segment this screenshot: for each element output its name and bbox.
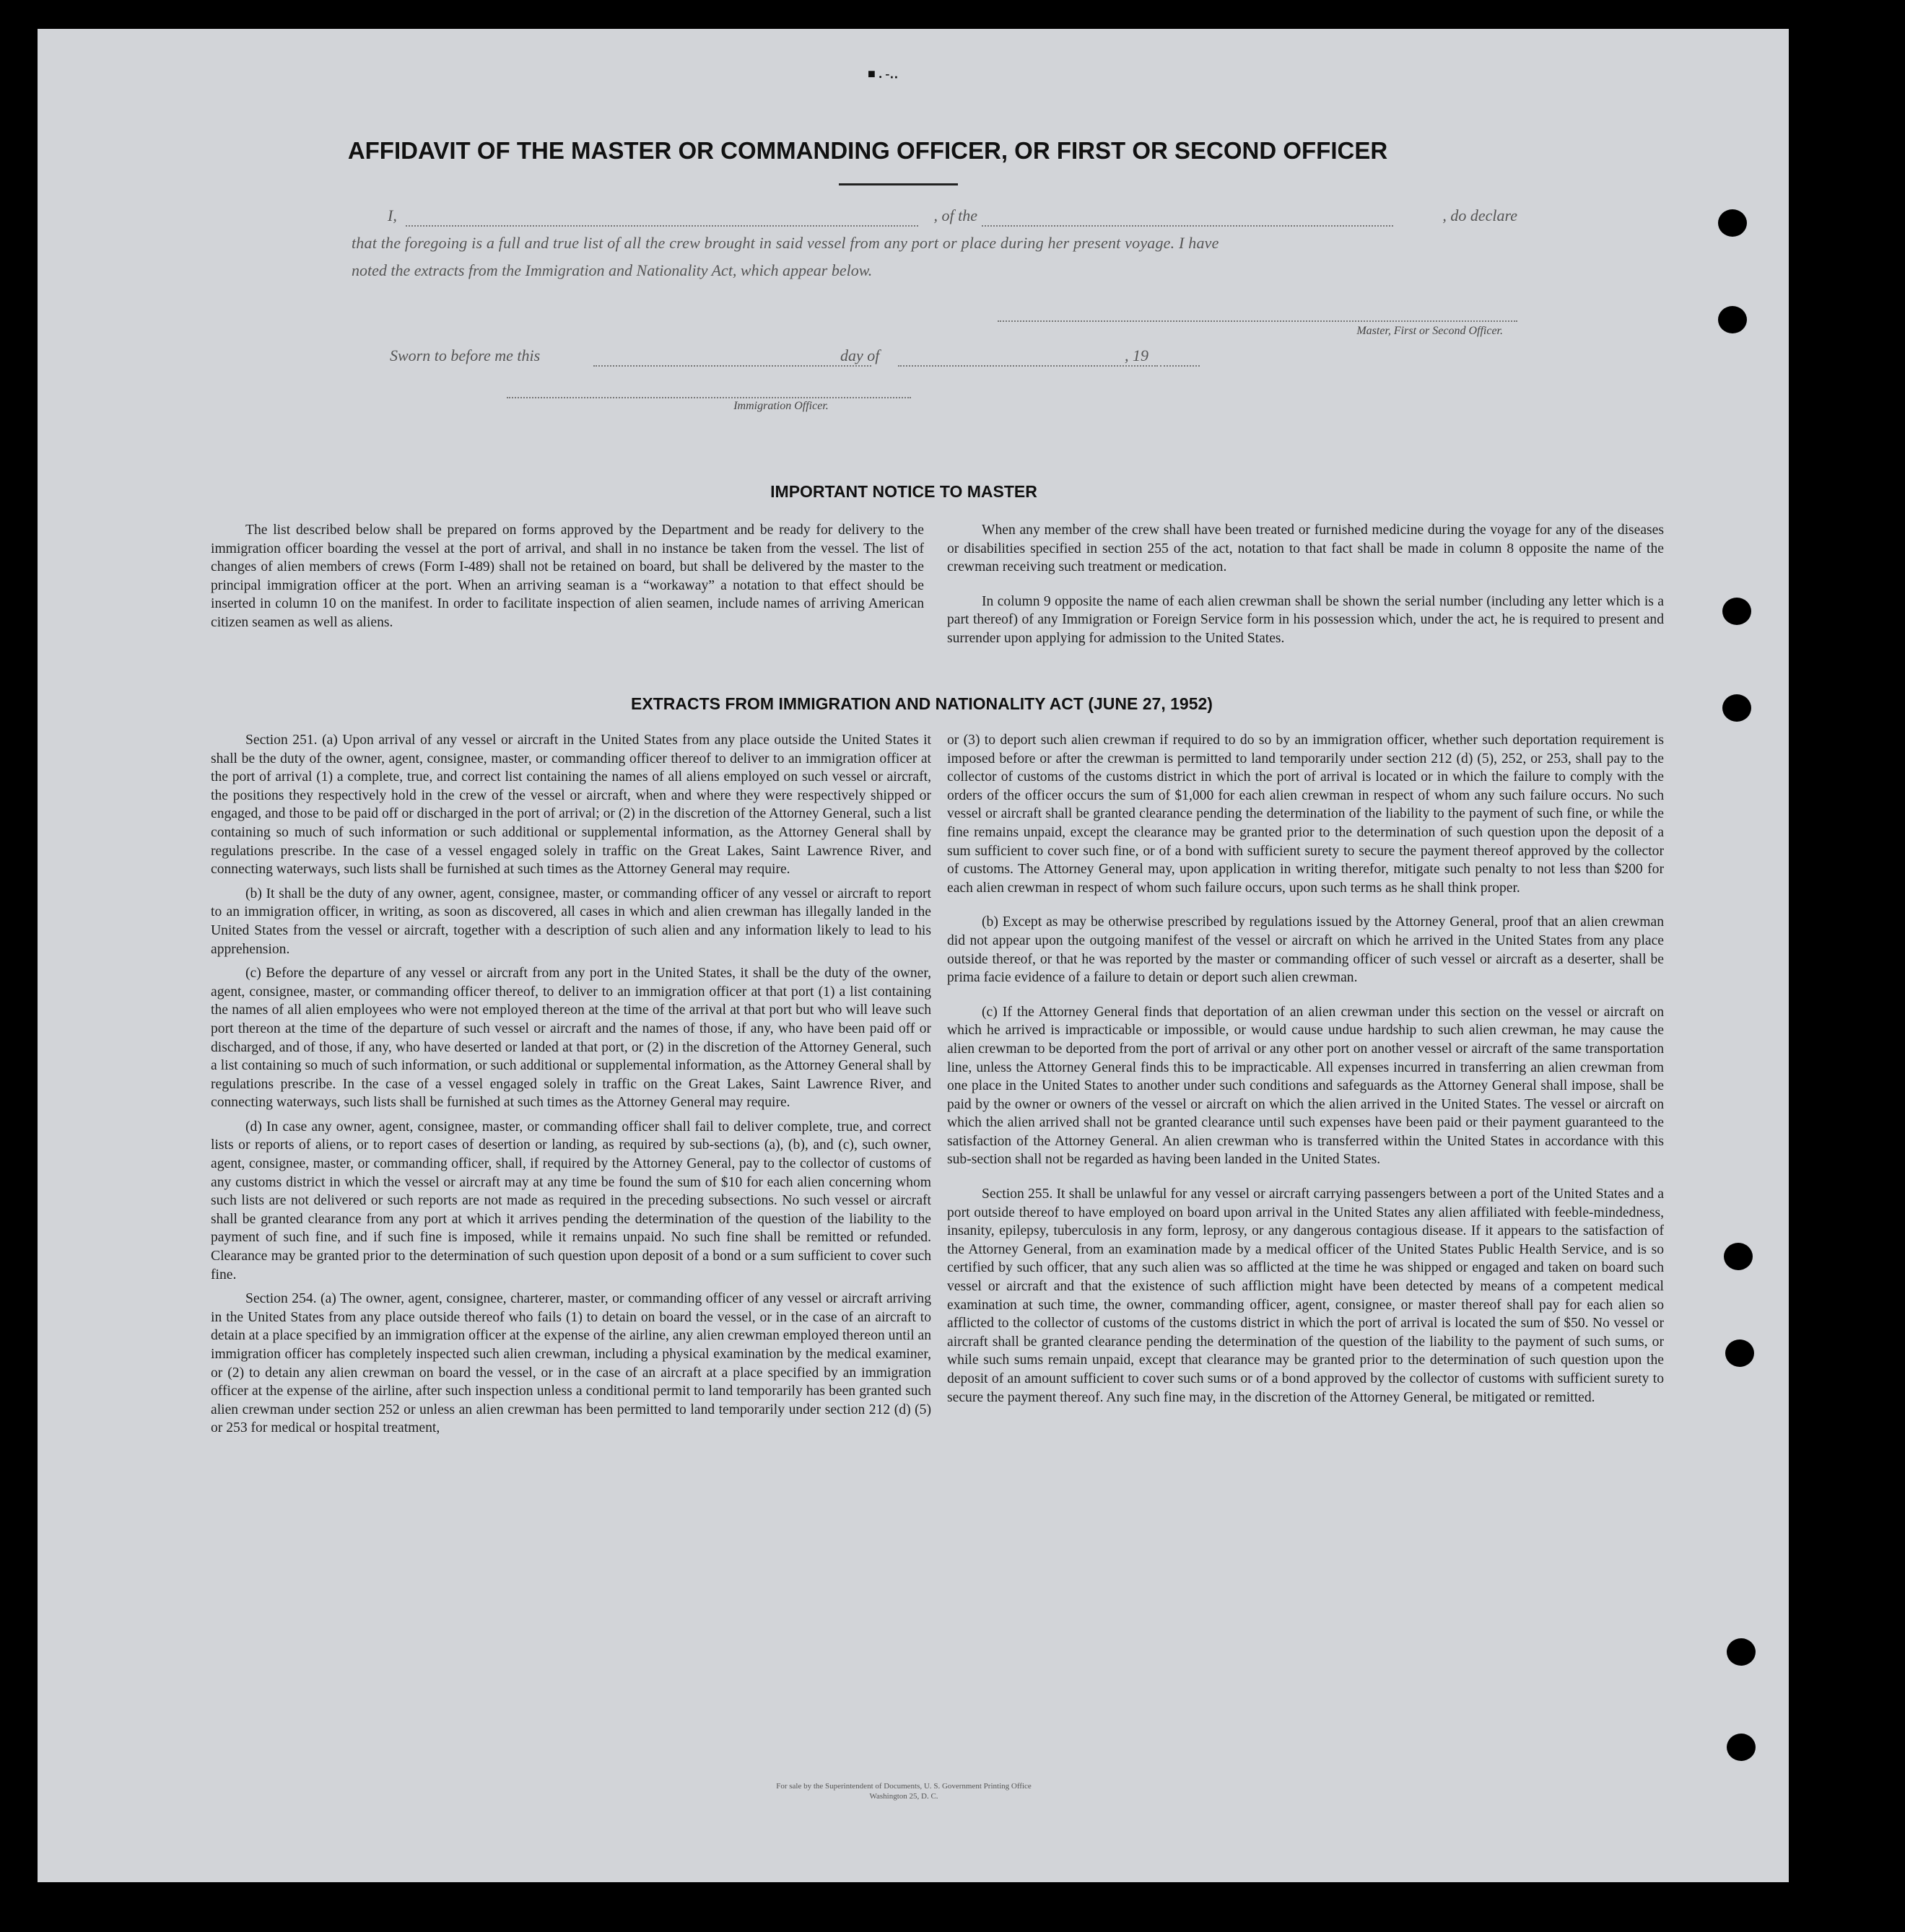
declaration-i: I,: [388, 206, 397, 224]
immigration-officer-label: Immigration Officer.: [733, 400, 829, 412]
punch-hole-6: [1725, 1339, 1754, 1367]
imprint-line-2: Washington 25, D. C.: [869, 1792, 938, 1801]
section-254-b: (b) Except as may be otherwise prescribed by regulations issued by the Attorney General, proof that an alien crewman did not appear upon the outgoing manifest of the vessel or aircraft on which he arrived in the United States from any place outside thereof, or that he was reported by the master or commanding officer of such vessel or aircraft as a deserter, shall be prima facie evidence of a failure to detain or deport such alien crewman.: [947, 914, 1664, 986]
section-255: Section 255. It shall be unlawful for any vessel or aircraft carrying passengers between a port of the United States and a port outside thereof to have employed on board upon arrival in the United States any alien affiliated with feeble-mindedness, insanity, epilepsy, tuberculosis in any form, leprosy, or any dangerous contagious disease. If it appears to the satisfaction of the Attorney General, from an examination made by a medical officer of the United States Public Health Service, and is so certified by such officer, that any such alien was so afflicted at the time he was shipped or engaged and taken on board such vessel or aircraft and that the existence of such affliction might have been detected by means of a competent medical examination at such time, the owner, commanding officer, agent, consignee, or master thereof shall pay for each alien so afflicted to the collector of customs of the customs district in which the port of arrival is located the sum of $50. No vessel or aircraft shall be granted clearance pending the determination of the question of the liability to the payment of such sums, or while such sums remain unpaid, except that clearance may be granted prior to the determination of such question upon the deposit of an amount sufficient to cover such sums or of a bond approved by the collector of customs with sufficient surety to secure the payment thereof. Any such fine may, in the discretion of the Attorney General, be mitigated or remitted.: [947, 1186, 1664, 1405]
declaration-line-3: noted the extracts from the Immigration and Nationality Act, which appear below.: [352, 261, 873, 279]
section-254-c: (c) If the Attorney General finds that deportation of an alien crewman under this section on the vessel or aircraft on which he arrived is impracticable or impossible, or would cause undue hardship to such alien crewman, he may cause the alien crewman to be deported from the port of arrival or any other port on another vessel or aircraft of the same transportation line, unless the Attorney General finds this to be impracticable. All expenses incurred in transferring an alien crewman from one place in the United States to another under such conditions and safeguards as the Attorney General shall impose, shall be paid by the owner or owners of the vessel or aircraft on which the alien arrived in the United States. The vessel or aircraft on which the alien arrived shall not be granted clearance until such expenses have been paid or their payment guaranteed to the satisfaction of the Attorney General. An alien crewman who is transferred within the United States in accordance with this sub-section shall not be regarded as having been landed in the United States.: [947, 1004, 1664, 1168]
section-254-a: Section 254. (a) The owner, agent, consignee, charterer, master, or commanding officer of any vessel or aircraft arriving in the United States from any place outside thereof who fails (1) to detain on board the vessel, or in the case of an aircraft to detain at a place specified by an immigration officer at the expense of the airline, any alien crewman employed thereon until an immigration officer has completely inspected such alien crewman, including a physical examination by the medical examiner, or (2) to detain any alien crewman on board the vessel, or in the case of an aircraft at a place specified by an immigration officer at the expense of the airline, after such inspection unless a conditional permit to land temporarily has been granted such alien crewman under section 252 or unless an alien crewman has been permitted to land temporarily under section 212 (d) (5) or 253 for medical or hospital treatment,: [211, 1291, 931, 1436]
extracts-heading: EXTRACTS FROM IMMIGRATION AND NATIONALITY ACT (JUNE 27, 1952): [631, 694, 1213, 713]
punch-hole-7: [1727, 1638, 1756, 1666]
master-signature-line[interactable]: [998, 320, 1517, 322]
section-251-c: (c) Before the departure of any vessel or aircraft from any port in the United States, it shall be the duty of the owner, agent, consignee, master, or commanding officer thereof, to deliver to an immigration officer at that port (1) a list containing the names of all alien employees who were not employed thereon at the time of the arrival at that port but who will leave such port thereon at the time of the departure of such vessel or aircraft and the names of those, if any, who have been paid off or discharged, and of those, if any, who have deserted or landed at that port, or (2) in the discretion of the Attorney General, such a list containing so much of such information, or such additional or supplemental information, as the Attorney General shall by regulations prescribe. In the case of a vessel engaged solely in traffic on the Great Lakes, Saint Lawrence River, and connecting waterways, such lists shall be furnished at such times as the Attorney General may require.: [211, 966, 931, 1111]
declaration-of-the: , of the: [933, 206, 977, 224]
immigration-officer-line[interactable]: [507, 397, 911, 398]
scan-mark: ■ . -‥: [868, 66, 899, 81]
notice-right-text: [947, 521, 1664, 654]
notice-right-paragraph-2: In column 9 opposite the name of each alien crewman shall be shown the serial number (including any letter which is a part thereof) of any Immigration or Foreign Service form in his possession which, under the act, he is required to present and surrender upon applying for admission to the United States.: [947, 593, 1664, 646]
year-label: , 19: [1125, 346, 1148, 364]
declaration-do-declare: , do declare: [1442, 206, 1517, 224]
month-line[interactable]: [898, 365, 1158, 367]
punch-hole-2: [1718, 306, 1747, 333]
extracts-right-column: [947, 731, 1664, 1412]
form-title: AFFIDAVIT OF THE MASTER OR COMMANDING OFFICER, OR FIRST OR SECOND OFFICER: [347, 137, 1388, 164]
section-251-a: Section 251. (a) Upon arrival of any vessel or aircraft in the United States from any place outside the United States it shall be the duty of the owner, agent, consignee, master, or commanding officer thereof to deliver to an immigration officer at the port of arrival (1) a complete, true, and correct list containing the names of all aliens employed on such vessel or aircraft, the positions they respectively hold in the crew of the vessel or aircraft, when and where they were respectively shipped or engaged, and those to be paid off or discharged in the port of arrival; or (2) in the discretion of the Attorney General, such a list containing so much of such information or such additional or supplemental information, as the Attorney General shall by regulations prescribe. In the case of a vessel engaged solely in traffic on the Great Lakes, Saint Lawrence River, and connecting waterways, such lists shall be furnished at such times as the Attorney General may require.: [211, 733, 931, 878]
notice-right-paragraph-1: When any member of the crew shall have been treated or furnished medicine during the voyage for any of the diseases or disabilities specified in section 255 of the act, notation to that fact shall be made in column 8 opposite the name of the crewman receiving such treatment or medication.: [947, 523, 1664, 575]
extracts-left-column: [211, 731, 931, 1443]
imprint-line-1: For sale by the Superintendent of Documents, U. S. Government Printing Office: [776, 1782, 1032, 1791]
punch-hole-1: [1718, 209, 1747, 237]
punch-hole-3: [1722, 598, 1751, 625]
sworn-label: Sworn to before me this: [390, 346, 541, 364]
punch-hole-4: [1722, 694, 1751, 722]
notice-left-paragraph: The list described below shall be prepared on forms approved by the Department and be ready for delivery to the immigration officer boarding the vessel at the port of arrival, and shall in no instance be taken from the vessel. The list of changes of alien members of crews (Form I-489) shall not be retained on board, but shall be delivered by the master to the principal immigration officer at the port. When an arriving seaman is a “workaway” a notation to that effect should be inserted in column 10 on the manifest. In order to facilitate inspection of alien seamen, include names of arriving American citizen seamen as well as aliens.: [211, 523, 924, 630]
punch-hole-8: [1727, 1734, 1756, 1761]
punch-hole-5: [1724, 1243, 1753, 1270]
notice-left-text: [211, 521, 924, 638]
title-rule: [839, 183, 958, 185]
printer-imprint: [615, 1781, 1193, 1801]
vessel-field-line[interactable]: [982, 225, 1393, 227]
section-251-b: (b) It shall be the duty of any owner, agent, consignee, master, or commanding officer of any vessel or aircraft to report to an immigration officer, in writing, as soon as discovered, all cases in which and alien crewman has illegally landed in the United States from the vessel or aircraft, together with a description of such alien and any information likely to lead to his apprehension.: [211, 886, 931, 957]
notice-heading: IMPORTANT NOTICE TO MASTER: [770, 482, 1037, 501]
declaration-line-2: that the foregoing is a full and true list of all the crew brought in said vessel from any port or place during her present voyage. I have: [352, 234, 1219, 252]
section-254-a-continued: or (3) to deport such alien crewman if required to do so by an immigration officer, whether such deportation requirement is imposed before or after the crewman is permitted to land temporarily under section 212 (d) (5), 252, or 253, shall pay to the collector of customs of the customs district in which the port of arrival is located or in which the failure to comply with the orders of the officer occurs the sum of $1,000 for each alien crewman in respect of whom any such failure occurs. No such vessel or aircraft shall be granted clearance pending the determination of the liability to the payment of such fine, or while the fine remains unpaid, except the clearance may be granted prior to the determination of such question upon the deposit of a sum sufficient to cover such fine, or of a bond with sufficient surety to secure the payment thereof approved by the collector of customs. The Attorney General may, upon application in writing therefor, mitigate such penalty to not less than $200 for each alien crewman in respect of whom such failure occurs, upon such terms as he shall think proper.: [947, 733, 1664, 896]
section-251-d: (d) In case any owner, agent, consignee, master, or commanding officer shall fail to deliver complete, true, and correct lists or reports of aliens, or to report cases of desertion or landing, as required by sub-sections (a), (b), and (c), such owner, agent, consignee, master, or commanding officer, shall, if required by the Attorney General, pay to the collector of customs of any customs district in which the vessel or aircraft may at any time be found the sum of $10 for each alien concerning whom such lists are not delivered or such reports are not made as required in the preceding subsections. No such vessel or aircraft shall be granted clearance from any port at which it arrives pending the determination of the question of the liability to the payment of such fine, and if such fine is imposed, while it remains unpaid. No such fine shall be remitted or refunded. Clearance may be granted prior to the determination of such question upon deposit of a bond or a sum sufficient to cover such fine.: [211, 1119, 931, 1282]
name-field-line[interactable]: [406, 225, 918, 227]
form-sheet: [38, 29, 1789, 1882]
sworn-day-line[interactable]: [593, 365, 871, 367]
year-line[interactable]: [1160, 365, 1200, 367]
master-signature-label: Master, First or Second Officer.: [1356, 325, 1503, 337]
day-of-label: day of: [840, 346, 880, 364]
